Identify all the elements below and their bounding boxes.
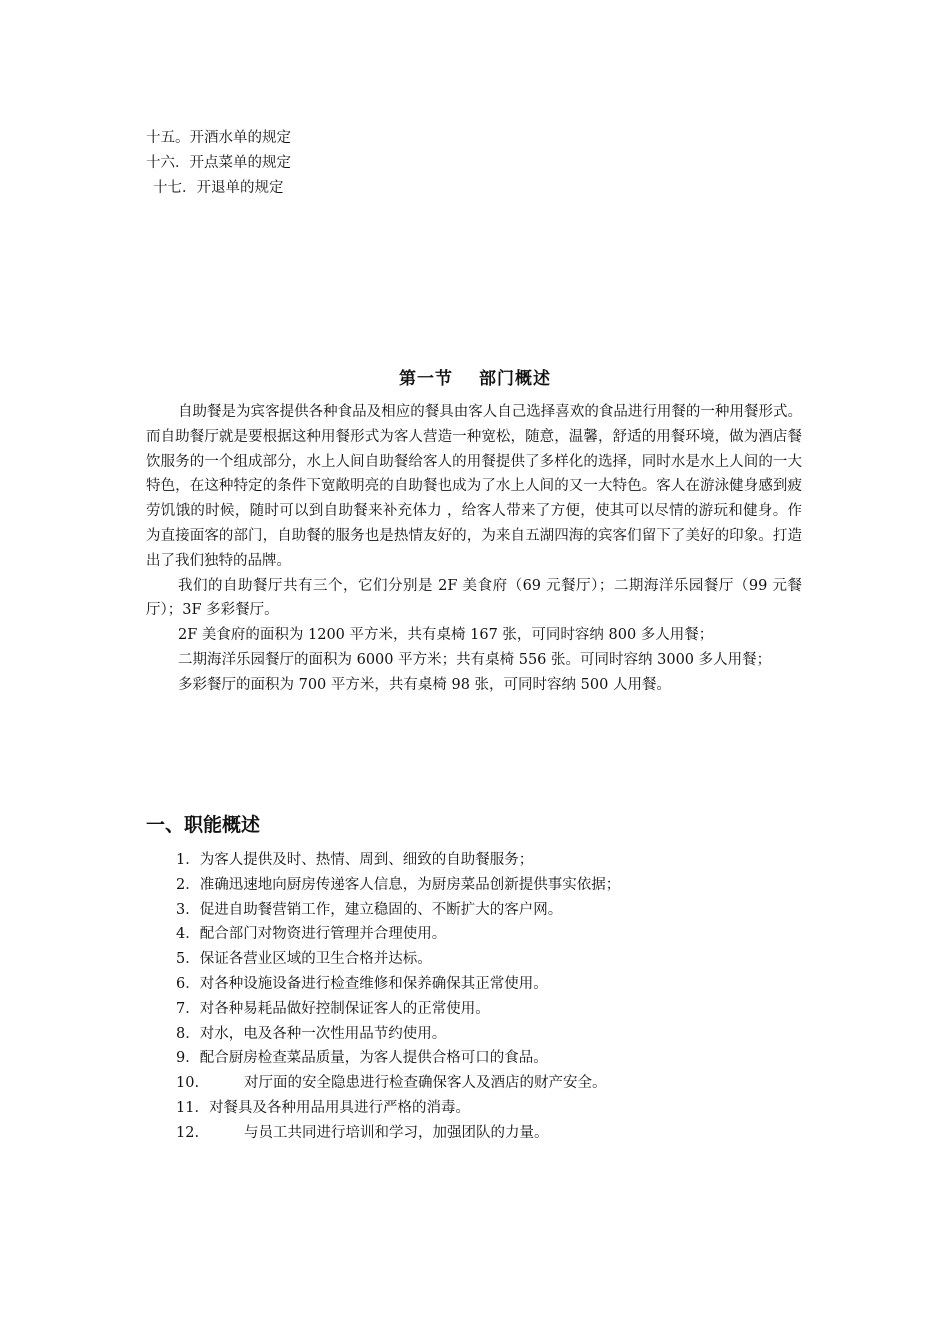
functions-heading: 一、职能概述 (146, 814, 261, 836)
paragraph: 我们的自助餐厅共有三个，它们分别是 2F 美食府（69 元餐厅）；二期海洋乐园餐厅（99 元餐厅）；3F 多彩餐厅。 (146, 577, 802, 619)
department-overview (146, 400, 802, 698)
item-number: 9． (176, 1050, 200, 1067)
item-number: 5． (176, 951, 200, 968)
item-text: 与员工共同进行培训和学习，加强团队的力量。 (244, 1124, 549, 1141)
list-item (176, 848, 620, 873)
paragraph: 二期海洋乐园餐厅的面积为 6000 平方米；共有桌椅 556 张。可同时容纳 3000 多人用餐； (178, 651, 772, 668)
item-text: 配合厨房检查菜品质量，为客人提供合格可口的食品。 (199, 1050, 548, 1067)
list-item (176, 1121, 620, 1146)
toc-item: 十六．开点菜单的规定 (146, 155, 291, 171)
section-number: 第一节 (399, 369, 453, 389)
item-number: 6． (176, 975, 200, 992)
item-text: 促进自助餐营销工作，建立稳固的、不断扩大的客户网。 (199, 901, 563, 918)
item-text: 对各种设施设备进行检查维修和保养确保其正常使用。 (199, 975, 548, 992)
item-number: 3． (176, 901, 200, 918)
paragraph: 2F 美食府的面积为 1200 平方米，共有桌椅 167 张，可同时容纳 800 多人用餐； (178, 627, 714, 644)
item-number: 7． (176, 1000, 200, 1017)
item-text: 对水，电及各种一次性用品节约使用。 (199, 1025, 447, 1042)
list-item (176, 1046, 620, 1071)
list-item (176, 997, 620, 1022)
item-text: 保证各营业区域的卫生合格并达标。 (199, 951, 432, 968)
list-item (176, 1071, 620, 1096)
list-item (176, 947, 620, 972)
section-title (0, 364, 950, 389)
item-text: 对厅面的安全隐患进行检查确保客人及酒店的财产安全。 (244, 1075, 607, 1092)
list-item (176, 972, 620, 997)
section-name: 部门概述 (479, 369, 551, 389)
item-number: 8． (176, 1025, 200, 1042)
item-text: 对各种易耗品做好控制保证客人的正常使用。 (199, 1000, 490, 1017)
item-text: 准确迅速地向厨房传递客人信息，为厨房菜品创新提供事实依据； (199, 876, 621, 893)
table-of-contents (146, 126, 291, 201)
paragraph: 多彩餐厅的面积为 700 平方米，共有桌椅 98 张，可同时容纳 500 人用餐。 (178, 676, 671, 693)
item-number: 1． (176, 852, 200, 868)
paragraph: 自助餐是为宾客提供各种食品及相应的餐具由客人自己选择喜欢的食品进行用餐的一种用餐形式。而自助餐厅就是要根据这种用餐形式为客人营造一种宽松，随意，温馨，舒适的用餐环境，做为酒店餐饮服务的一个组成部分，水上人间自助餐给客人的用餐提供了多样化的选择，同时水是水上人间的一大特色，在这种特定的条件下宽敞明亮的自助餐也成为了水上人间的又一大特色。客人在游泳健身感到疲劳饥饿的时候，随时可以到自助餐来补充体力 ，给客人带来了方便，使其可以尽情的游玩和健身。作为直接面客的部门，自助餐的服务也是热情友好的，为来自五湖四海的宾客们留下了美好的印象。打造出了我们独特的品牌。 (146, 404, 802, 569)
list-item (176, 873, 620, 898)
list-item (176, 898, 620, 923)
item-number: 12. (176, 1124, 200, 1141)
toc-item: 十五。开酒水单的规定 (146, 130, 291, 146)
item-text: 配合部门对物资进行管理并合理使用。 (199, 926, 447, 943)
item-number: 2． (176, 876, 200, 893)
item-number: 10. (176, 1075, 200, 1092)
item-number: 11． (176, 1099, 209, 1116)
list-item (176, 1096, 620, 1121)
functions-list (176, 848, 620, 1146)
list-item (176, 922, 620, 947)
item-text: 为客人提供及时、热情、周到、细致的自助餐服务； (199, 852, 534, 868)
item-number: 4． (176, 926, 200, 943)
list-item (176, 1022, 620, 1047)
item-text: 对餐具及各种用品用具进行严格的消毒。 (208, 1099, 470, 1116)
toc-item: 十七．开退单的规定 (153, 180, 284, 196)
